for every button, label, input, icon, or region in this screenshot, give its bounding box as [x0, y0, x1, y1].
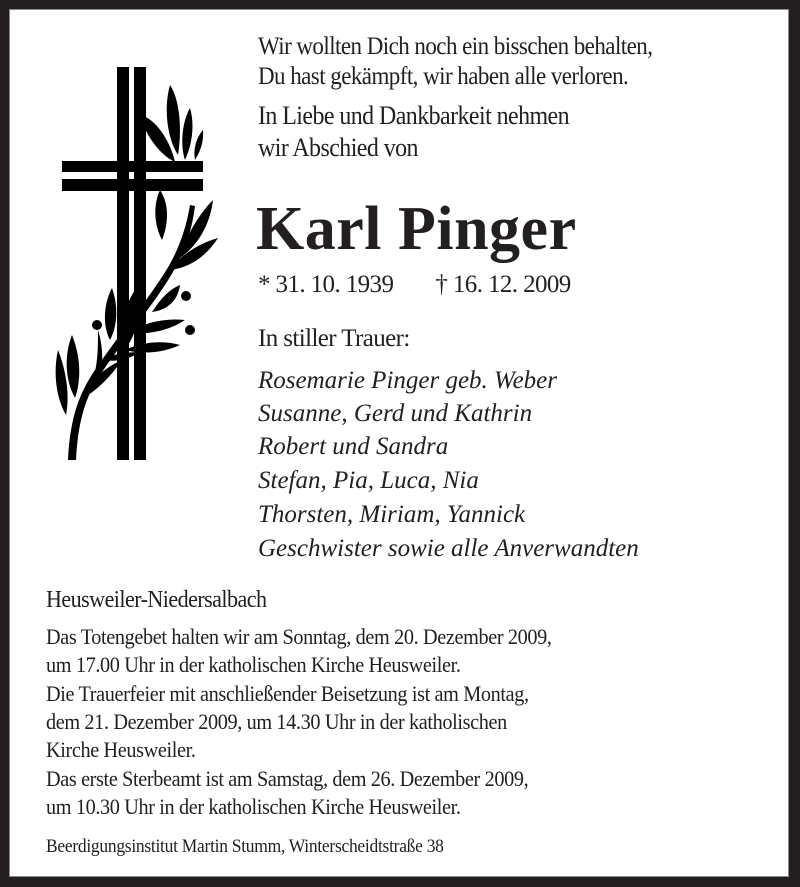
- service-info-line: Die Trauerfeier mit anschließender Beisetzung ist am Montag,: [46, 681, 529, 706]
- mourners-heading: In stiller Trauer:: [258, 325, 410, 352]
- cross-with-olive-branch-icon: [45, 60, 225, 470]
- intro-line: In Liebe und Dankbarkeit nehmen: [258, 101, 570, 130]
- mourner-line: Rosemarie Pinger geb. Weber: [258, 367, 558, 394]
- service-info-line: um 17.00 Uhr in der katholischen Kirche Heusweiler.: [46, 652, 461, 677]
- service-info-line: um 10.30 Uhr in der katholischen Kirche Heusweiler.: [46, 794, 461, 819]
- verse-line: Wir wollten Dich noch ein bisschen behalten,: [258, 33, 653, 60]
- funeral-home: Beerdigungsinstitut Martin Stumm, Winterscheidtstraße 38: [46, 836, 444, 857]
- birth-date: * 31. 10. 1939: [258, 271, 394, 298]
- service-info-line: Das Totengebet halten wir am Sonntag, dem 20. Dezember 2009,: [46, 624, 552, 649]
- location: Heusweiler-Niedersalbach: [46, 587, 267, 613]
- mourner-line: Stefan, Pia, Luca, Nia: [258, 467, 479, 494]
- deceased-name: Karl Pinger: [256, 195, 577, 263]
- service-info-line: dem 21. Dezember 2009, um 14.30 Uhr in der katholischen: [46, 709, 507, 734]
- mourner-line: Robert und Sandra: [258, 433, 449, 460]
- verse-line: Du hast gekämpft, wir haben alle verloren.: [258, 63, 629, 90]
- service-info-line: Das erste Sterbeamt ist am Samstag, dem 26. Dezember 2009,: [46, 766, 529, 791]
- death-date: † 16. 12. 2009: [435, 271, 571, 298]
- mourner-line: Susanne, Gerd und Kathrin: [258, 400, 533, 427]
- life-dates: [258, 270, 571, 300]
- service-info-line: Kirche Heusweiler.: [46, 737, 196, 762]
- mourner-line: Thorsten, Miriam, Yannick: [258, 501, 526, 528]
- mourner-line: Geschwister sowie alle Anverwandten: [258, 535, 639, 562]
- intro-line: wir Abschied von: [258, 133, 418, 162]
